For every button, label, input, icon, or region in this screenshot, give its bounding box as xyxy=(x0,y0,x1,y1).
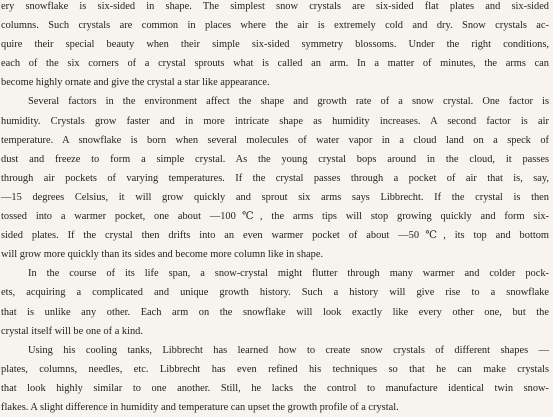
text-line: dust and freeze to form a simple crystal. As the young crystal bops around in the cloud, it passes xyxy=(1,153,549,165)
text-line: flakes. A slight difference in humidity and temperature can upset the growth profile of a crystal. xyxy=(1,401,399,413)
text-line: —15 degrees Celsius, it will grow quickly and sprout six arms says Libbrecht. If the crystal is then xyxy=(1,191,549,203)
text-line: plates, columns, needles, etc. Libbrecht has even refined his techniques so that he can make crystals xyxy=(1,363,549,375)
text-line: ets, acquiring a complicated and unique growth history. Such a history will give rise to a snowflake xyxy=(1,287,549,299)
text-line: humidity. Crystals grow faster and in more intricate shape as humidity increases. A second factor is air xyxy=(1,115,549,127)
text-line: will grow more quickly than its sides and become more column like in shape. xyxy=(1,249,324,261)
paragraph-1 xyxy=(1,0,549,92)
text-line: Using his cooling tanks, Libbrecht has learned how to create snow crystals of different shapes — xyxy=(28,344,549,356)
text-line: crystal itself will be one of a kind. xyxy=(1,325,143,337)
text-line: sided plates. If the crystal then drifts into an even warmer pocket of about —50℃, its top and bottom xyxy=(1,230,549,242)
paragraph-4 xyxy=(1,341,549,417)
text-line: become highly ornate and give the crystal a star like appearance. xyxy=(1,77,270,89)
text-line: columns. Such crystals are common in places where the air is extremely cold and dry. Snow crystals ac- xyxy=(1,20,549,32)
text-line: Several factors in the environment affect the shape and growth rate of a snow crystal. One factor is xyxy=(28,96,549,108)
paragraph-3 xyxy=(1,264,549,340)
text-line: temperature. A snowflake is born when several molecules of water vapor in a cloud land on a speck of xyxy=(1,134,549,146)
text-line: each of the six corners of a crystal sprouts what is called an arm. In a matter of minutes, the arms can xyxy=(1,58,549,70)
text-line: that is unlike any other. Each arm on the snowflake will look exactly like every other one, but the xyxy=(1,306,549,318)
text-line: ery snowflake is six-sided in shape. The simplest snow crystals are six-sided flat plates and six-sided xyxy=(1,1,549,12)
text-line: quire their special beauty when their simple six-sided symmetry blossoms. Under the right conditions, xyxy=(1,39,549,51)
text-line: through air pockets of varying temperatures. If the crystal passes through a pocket of air that is, say, xyxy=(1,172,549,184)
text-line: In the course of its life span, a snow-crystal might flutter through many warmer and colder pock- xyxy=(28,268,549,280)
paragraph-2 xyxy=(1,92,549,264)
text-line: tossed into a warmer pocket, one about —100℃, the arms tips will stop growing quickly and form six- xyxy=(1,211,549,223)
text-line: that look highly similar to one another. Still, he lacks the control to manufacture identical twin snow- xyxy=(1,382,549,394)
